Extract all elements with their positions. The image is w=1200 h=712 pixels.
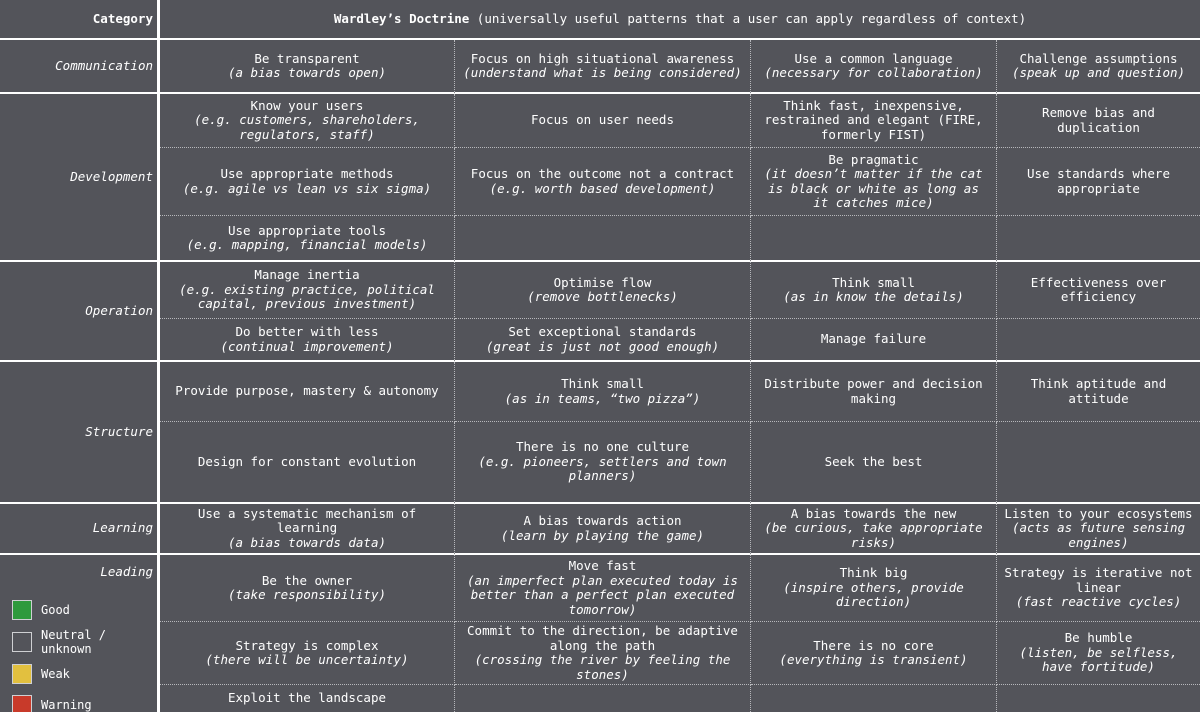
doctrine-title: Do better with less	[235, 324, 379, 339]
doctrine-cell	[160, 40, 455, 94]
doctrine-title: Use a common language	[794, 50, 953, 66]
doctrine-note: (understand what is being considered)	[463, 65, 742, 80]
doctrine-note: (a bias towards open)	[227, 65, 387, 80]
legend-swatch-weak	[12, 664, 32, 684]
doctrine-cell	[751, 504, 997, 555]
doctrine-cell	[997, 148, 1200, 216]
doctrine-note: (as in know the details)	[783, 289, 964, 304]
doctrine-title: Effectiveness over efficiency	[1030, 274, 1167, 304]
legend-swatch-warning	[12, 695, 32, 712]
doctrine-note: (acts as future sensing engines)	[1011, 520, 1186, 550]
doctrine-cell	[455, 362, 751, 422]
doctrine-cell	[160, 622, 455, 685]
legend-item-weak	[12, 661, 111, 687]
header-title-rest: (universally useful patterns that a user can apply regardless of context)	[469, 10, 1027, 26]
header-category: Category	[0, 0, 160, 40]
doctrine-title: Think small	[832, 274, 915, 290]
doctrine-title: Manage inertia	[254, 267, 360, 283]
doctrine-title: Remove bias and duplication	[1042, 105, 1155, 135]
doctrine-cell	[160, 148, 455, 216]
doctrine-cell	[997, 622, 1200, 685]
empty-cell	[751, 216, 997, 262]
legend-label: Neutral / unknown	[41, 628, 107, 656]
doctrine-title: Seek the best	[824, 453, 923, 469]
doctrine-title: Commit to the direction, be adaptive along the path	[467, 623, 738, 653]
doctrine-title: Be humble	[1064, 630, 1133, 646]
doctrine-title: Strategy is complex	[235, 637, 379, 653]
doctrine-note: (e.g. worth based development)	[489, 180, 716, 196]
doctrine-cell	[160, 319, 455, 362]
doctrine-title: Distribute power and decision making	[764, 376, 983, 406]
doctrine-title: Use appropriate tools	[227, 222, 387, 238]
doctrine-title: There is no one culture	[515, 439, 690, 455]
doctrine-note: (e.g. agile vs lean vs six sigma)	[182, 180, 432, 196]
empty-cell	[997, 216, 1200, 262]
doctrine-cell	[455, 319, 751, 362]
category-communication: Communication	[0, 40, 160, 94]
legend-swatch-neutral	[12, 632, 32, 652]
doctrine-note: (an imperfect plan executed today is better than a perfect plan executed tomorrow)	[467, 572, 738, 617]
doctrine-cell	[997, 555, 1200, 622]
doctrine-cell	[160, 94, 455, 148]
doctrine-note: (a bias towards data)	[227, 534, 387, 550]
doctrine-note: (take responsibility)	[227, 587, 387, 602]
doctrine-title: Know your users	[250, 97, 364, 113]
legend-label: Weak	[41, 667, 70, 681]
doctrine-cell	[997, 94, 1200, 148]
doctrine-note: (crossing the river by feeling the stones)	[474, 652, 731, 682]
doctrine-cell	[751, 40, 997, 94]
doctrine-cell	[455, 148, 751, 216]
doctrine-note: (listen, be selfless, have fortitude)	[1019, 644, 1178, 675]
doctrine-cell	[160, 504, 455, 555]
doctrine-note: (learn by playing the game)	[500, 527, 705, 543]
doctrine-cell	[455, 622, 751, 685]
category-leading	[0, 555, 160, 712]
doctrine-cell	[997, 40, 1200, 94]
header-title-bold: Wardley’s Doctrine	[333, 10, 470, 26]
doctrine-title: A bias towards action	[523, 513, 682, 528]
legend-swatch-good	[12, 600, 32, 620]
doctrine-title: Manage failure	[820, 331, 927, 347]
doctrine-title: Move fast	[568, 558, 637, 573]
category-development: Development	[0, 94, 160, 262]
doctrine-note: (e.g. mapping, financial models)	[186, 237, 428, 252]
empty-cell	[455, 685, 751, 712]
doctrine-note: (there will be uncertainty)	[205, 652, 409, 667]
doctrine-title: There is no core	[813, 637, 934, 653]
doctrine-cell	[997, 504, 1200, 555]
doctrine-cell	[160, 362, 455, 422]
legend-label: Warning	[41, 698, 92, 712]
doctrine-cell	[997, 262, 1200, 319]
doctrine-cell	[751, 422, 997, 504]
doctrine-title: Use standards where appropriate	[1027, 166, 1170, 196]
doctrine-title: Think small	[561, 376, 644, 391]
doctrine-cell	[455, 555, 751, 622]
doctrine-note: (it doesn’t matter if the cat is black or white as long as it catches mice)	[764, 166, 983, 210]
doctrine-note: (fast reactive cycles)	[1015, 594, 1182, 610]
doctrine-title: Optimise flow	[553, 274, 652, 290]
doctrine-note: (be curious, take appropriate risks)	[764, 520, 983, 550]
doctrine-cell	[751, 94, 997, 148]
doctrine-cell	[455, 504, 751, 555]
doctrine-note: (remove bottlenecks)	[527, 289, 678, 304]
category-operation: Operation	[0, 262, 160, 362]
category-learning: Learning	[0, 504, 160, 555]
legend-label: Good	[41, 603, 70, 617]
doctrine-cell	[160, 422, 455, 504]
doctrine-note: (e.g. pioneers, settlers and town planners)	[478, 453, 727, 484]
doctrine-note: (inspire others, provide direction)	[783, 579, 964, 610]
doctrine-title: Design for constant evolution	[197, 453, 417, 469]
doctrine-title: A bias towards the new	[790, 505, 957, 521]
doctrine-note: (necessary for collaboration)	[764, 65, 983, 80]
doctrine-title: Be pragmatic	[828, 151, 919, 167]
doctrine-note: (as in teams, “two pizza”)	[504, 390, 701, 406]
empty-cell	[997, 319, 1200, 362]
legend-item-warning	[12, 692, 111, 712]
doctrine-title: Strategy is iterative not linear	[1004, 565, 1193, 595]
doctrine-title: Use appropriate methods	[220, 166, 394, 181]
legend-item-good	[12, 597, 111, 623]
doctrine-note: (e.g. existing practice, political capital, previous investment)	[179, 281, 435, 312]
doctrine-title: Challenge assumptions	[1019, 50, 1178, 66]
doctrine-cell	[997, 362, 1200, 422]
doctrine-cell	[751, 622, 997, 685]
doctrine-title: Focus on high situational awareness	[470, 50, 735, 66]
doctrine-note: (great is just not good enough)	[485, 338, 720, 354]
doctrine-cell	[160, 685, 455, 712]
doctrine-title: Listen to your ecosystems	[1004, 505, 1193, 521]
doctrine-title: Exploit the landscape	[227, 690, 387, 706]
doctrine-note: (everything is transient)	[779, 652, 968, 667]
doctrine-title: Focus on the outcome not a contract	[470, 166, 735, 181]
doctrine-title: Focus on user needs	[531, 112, 674, 128]
doctrine-cell	[751, 262, 997, 319]
doctrine-cell	[455, 94, 751, 148]
doctrine-note: (continual improvement)	[220, 338, 394, 354]
category-leading-title: Leading	[100, 564, 153, 579]
doctrine-title: Set exceptional standards	[508, 324, 697, 339]
doctrine-cell	[751, 555, 997, 622]
doctrine-cell	[455, 40, 751, 94]
doctrine-title: Think fast, inexpensive, restrained and elegant (FIRE, formerly FIST)	[764, 97, 983, 142]
category-structure: Structure	[0, 362, 160, 504]
doctrine-title: Use a systematic mechanism of learning	[197, 505, 417, 536]
legend	[12, 597, 111, 712]
doctrine-cell	[160, 216, 455, 262]
doctrine-cell	[751, 362, 997, 422]
doctrine-cell	[455, 262, 751, 319]
doctrine-title: Be transparent	[254, 50, 360, 66]
empty-cell	[751, 685, 997, 712]
doctrine-title: Be the owner	[261, 572, 353, 588]
empty-cell	[997, 685, 1200, 712]
header-title	[160, 0, 1200, 40]
empty-cell	[455, 216, 751, 262]
doctrine-title: Think aptitude and attitude	[1030, 376, 1167, 406]
doctrine-note: (speak up and question)	[1011, 65, 1186, 80]
doctrine-note: (e.g. customers, shareholders, regulators, staff)	[194, 112, 420, 142]
doctrine-title: Think big	[839, 565, 908, 581]
legend-item-neutral	[12, 628, 111, 656]
doctrine-cell	[751, 319, 997, 362]
doctrine-cell	[751, 148, 997, 216]
doctrine-cell	[455, 422, 751, 504]
doctrine-cell	[160, 555, 455, 622]
doctrine-title: Provide purpose, mastery & autonomy	[175, 383, 439, 399]
empty-cell	[997, 422, 1200, 504]
doctrine-cell	[160, 262, 455, 319]
